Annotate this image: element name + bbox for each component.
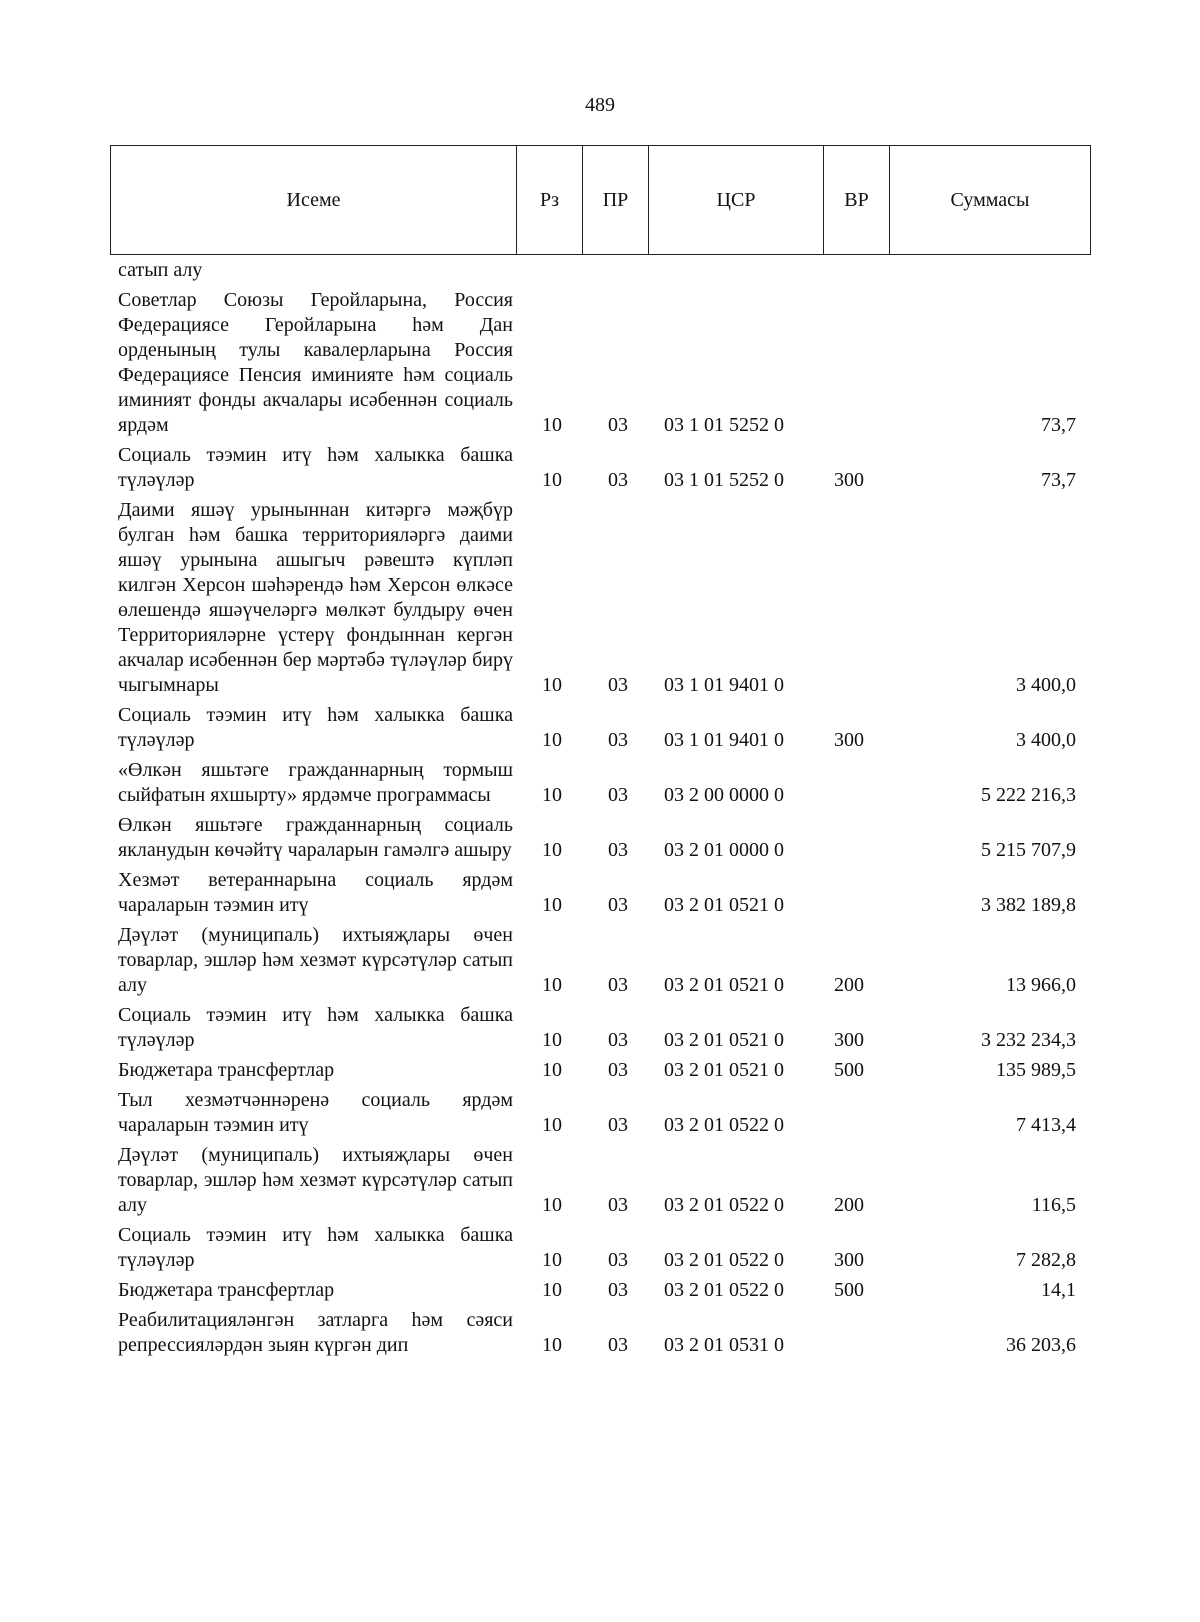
row-rz: 10 [542,674,562,696]
table-row [118,1143,1088,1218]
row-name: Реабилитацияләнгән затларга һәм сәяси репрессияләрдән зыян күргән дип [118,1309,513,1356]
row-pr: 03 [608,414,628,436]
row-vr: 200 [834,974,864,996]
row-name: Дәүләт (муниципаль) ихтыяҗлары өчен товарлар, эшләр һәм хезмәт күрсәтүләр сатып алу [118,1144,513,1216]
row-rz: 10 [542,1114,562,1136]
row-rz: 10 [542,1249,562,1271]
row-rz: 10 [542,974,562,996]
row-csr: 03 2 01 0521 0 [664,1029,784,1051]
row-pr: 03 [608,729,628,751]
table-row [118,1278,1088,1303]
page-number: 489 [585,94,615,116]
row-name: Бюджетара трансфертлар [118,1059,335,1081]
table-row [118,1223,1088,1273]
row-rz: 10 [542,839,562,861]
row-name: Даими яшәү урыныннан китәргә мәҗбүр булган һәм башка территорияләргә даими яшәү урынына ашыгыч рәвештә күпләп килгән Херсон шәһәрендә һәм Херсон өлкәсе өлешендә яшәүчеләргә мөлкәт булдыру өчен Территорияләрне үстерү фондыннан кергән акчалар исәбеннән бер мәртәбә түләүләр бирү чыгымнары [118,499,513,696]
row-rz: 10 [542,1334,562,1356]
row-rz: 10 [542,1194,562,1216]
table-row [118,868,1088,918]
row-csr: 03 2 01 0521 0 [664,1059,784,1081]
row-csr: 03 1 01 5252 0 [664,469,784,491]
row-name: Өлкән яшьтәге гражданнарның социаль якланудын көчәйтү чараларын гамәлгә ашыру [118,814,513,861]
row-sum: 73,7 [1041,414,1076,436]
row-name: Социаль тәэмин итү һәм халыкка башка түләүләр [118,704,513,751]
row-sum: 3 400,0 [1016,729,1076,751]
row-sum: 5 215 707,9 [981,839,1076,861]
row-name: Социаль тәэмин итү һәм халыкка башка түләүләр [118,1004,513,1051]
row-name: Дәүләт (муниципаль) ихтыяҗлары өчен товарлар, эшләр һәм хезмәт күрсәтүләр сатып алу [118,924,513,996]
row-name: Бюджетара трансфертлар [118,1279,335,1301]
table-row [118,1308,1088,1358]
row-sum: 5 222 216,3 [981,784,1076,806]
row-pr: 03 [608,1029,628,1051]
row-csr: 03 1 01 5252 0 [664,414,784,436]
column-header-csr: ЦСР [649,146,824,255]
row-sum: 3 400,0 [1016,674,1076,696]
row-sum: 36 203,6 [1006,1334,1076,1356]
table-body [118,258,1088,1363]
row-name: «Өлкән яшьтәге гражданнарның тормыш сыйфатын яхшырту» ярдәмче программасы [118,759,513,806]
table-row [118,498,1088,698]
row-sum: 3 232 234,3 [981,1029,1076,1051]
table-row [118,923,1088,998]
row-csr: 03 2 01 0522 0 [664,1194,784,1216]
table-row [118,1088,1088,1138]
table-row [118,288,1088,438]
row-pr: 03 [608,974,628,996]
row-vr: 300 [834,469,864,491]
row-vr: 300 [834,1249,864,1271]
row-csr: 03 1 01 9401 0 [664,729,784,751]
row-csr: 03 2 01 0521 0 [664,894,784,916]
row-pr: 03 [608,1249,628,1271]
row-sum: 14,1 [1041,1279,1076,1301]
row-pr: 03 [608,784,628,806]
row-rz: 10 [542,729,562,751]
row-name: Хезмәт ветераннарына социаль ярдәм чараларын тәэмин итү [118,869,513,916]
row-csr: 03 2 01 0521 0 [664,974,784,996]
row-sum: 73,7 [1041,469,1076,491]
row-sum: 3 382 189,8 [981,894,1076,916]
row-sum: 7 413,4 [1016,1114,1076,1136]
row-csr: 03 2 01 0522 0 [664,1114,784,1136]
row-pr: 03 [608,894,628,916]
row-rz: 10 [542,1279,562,1301]
row-csr: 03 2 01 0000 0 [664,839,784,861]
row-name: сатып алу [118,259,203,281]
row-pr: 03 [608,839,628,861]
table-row [118,703,1088,753]
table-row [118,813,1088,863]
row-name: Социаль тәэмин итү һәм халыкка башка түләүләр [118,1224,513,1271]
table-row [118,1003,1088,1053]
row-pr: 03 [608,674,628,696]
column-header-rz: Рз [517,146,583,255]
row-vr: 500 [834,1059,864,1081]
row-rz: 10 [542,894,562,916]
table-row [118,1058,1088,1083]
row-pr: 03 [608,1114,628,1136]
table-header [110,145,1091,255]
row-pr: 03 [608,1334,628,1356]
row-rz: 10 [542,784,562,806]
row-sum: 116,5 [1031,1194,1076,1216]
column-header-sum: Суммасы [890,146,1091,255]
row-name: Социаль тәэмин итү һәм халыкка башка түләүләр [118,444,513,491]
row-csr: 03 2 01 0522 0 [664,1279,784,1301]
row-csr: 03 2 00 0000 0 [664,784,784,806]
row-csr: 03 1 01 9401 0 [664,674,784,696]
column-header-pr: ПР [583,146,649,255]
row-sum: 135 989,5 [996,1059,1076,1081]
row-pr: 03 [608,1279,628,1301]
row-sum: 13 966,0 [1006,974,1076,996]
row-rz: 10 [542,1029,562,1051]
row-csr: 03 2 01 0531 0 [664,1334,784,1356]
row-vr: 300 [834,1029,864,1051]
row-vr: 300 [834,729,864,751]
row-name: Тыл хезмәтчәннәренә социаль ярдәм чараларын тәэмин итү [118,1089,513,1136]
table-row [118,258,1088,283]
row-name: Советлар Союзы Геройларына, Россия Федерациясе Геройларына һәм Дан орденының тулы кавалерларына Россия Федерациясе Пенсия иминияте һәм социаль иминият фонды акчалары исәбеннән социаль ярдәм [118,289,513,436]
row-csr: 03 2 01 0522 0 [664,1249,784,1271]
table-row [118,443,1088,493]
table-row [118,758,1088,808]
row-rz: 10 [542,469,562,491]
row-rz: 10 [542,414,562,436]
row-pr: 03 [608,1194,628,1216]
column-header-vr: ВР [824,146,890,255]
row-rz: 10 [542,1059,562,1081]
row-pr: 03 [608,1059,628,1081]
row-pr: 03 [608,469,628,491]
row-vr: 200 [834,1194,864,1216]
row-sum: 7 282,8 [1016,1249,1076,1271]
column-header-name: Исеме [111,146,517,255]
row-vr: 500 [834,1279,864,1301]
